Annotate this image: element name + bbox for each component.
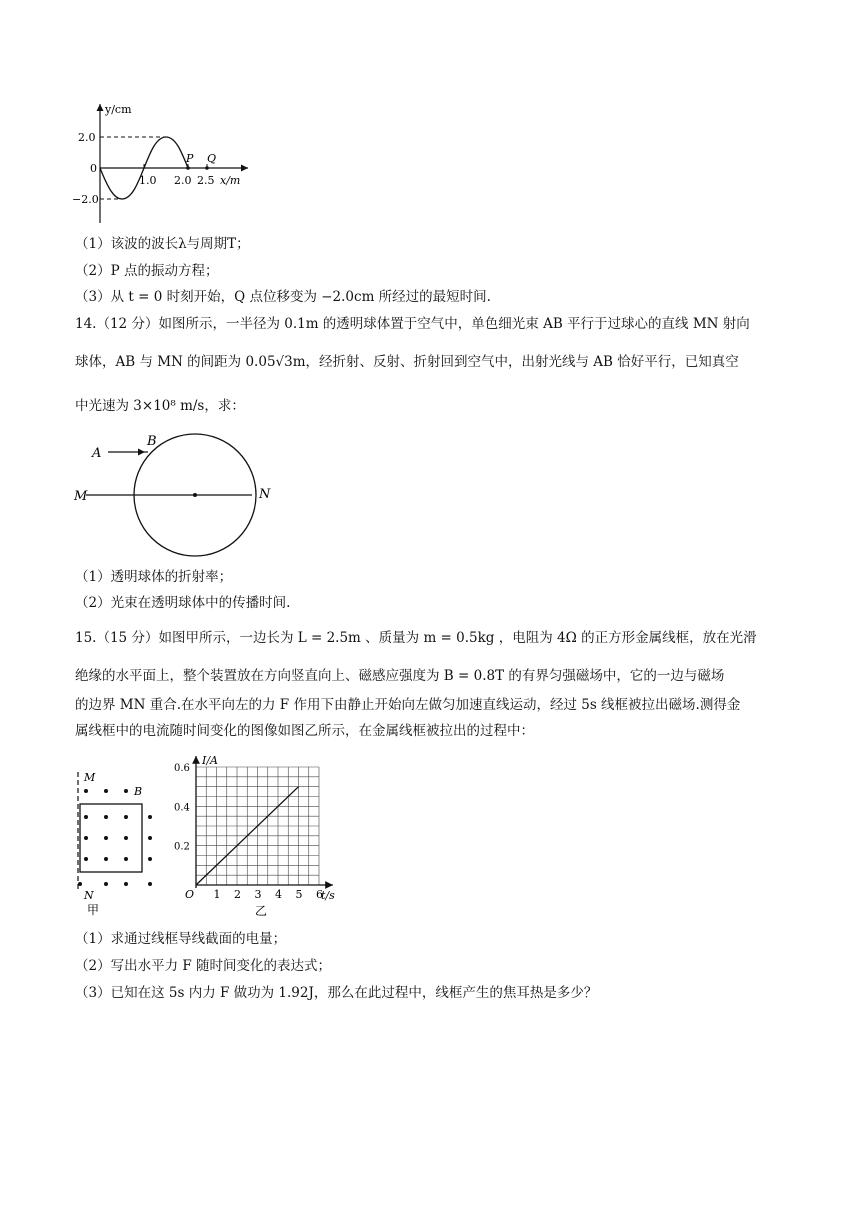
x-tick-label: 5: [295, 888, 303, 901]
q15-line2: 绝缘的水平面上，整个装置放在方向竖直向上、磁感应强度为 B = 0.8T 的有界匀强磁场中，它的一边与磁场: [75, 668, 725, 684]
x-tick-label: 6: [316, 888, 323, 901]
y-tick-label: 0.4: [174, 802, 190, 814]
label-a: A: [92, 446, 102, 461]
jia-label-n: N: [84, 889, 94, 902]
q15-line3: 的边界 MN 重合.在水平向左的力 F 作用下由静止开始向左做匀加速直线运动，经过 5s 线框被拉出磁场.测得金: [75, 697, 741, 713]
wave-xlabel: x/m: [220, 174, 241, 187]
wave-graph: [70, 98, 270, 228]
sphere-figure: [70, 428, 290, 558]
yi-ylabel: I/A: [202, 754, 218, 767]
q15-sub3: （3）已知在这 5s 内力 F 做功为 1.92J，那么在此过程中，线框产生的焦耳热是多少？: [75, 985, 598, 1001]
q15-line4: 属线框中的电流随时间变化的图像如图乙所示，在金属线框被拉出的过程中：: [75, 723, 534, 739]
figure-yi: [168, 750, 348, 920]
wire-frame: [80, 804, 142, 872]
y-tick-label: 0.6: [174, 763, 190, 774]
x-tick-label: 4: [275, 888, 282, 901]
wave-xtick-1: 1.0: [139, 174, 157, 187]
point-q-label: Q: [207, 152, 217, 165]
yi-xlabel: t/s: [321, 889, 335, 902]
sphere-center: [193, 493, 197, 497]
jia-label-b: B: [134, 785, 143, 798]
wave-xtick-2: 2.0: [174, 174, 192, 187]
label-m: M: [74, 489, 88, 504]
x-tick-label: 2: [234, 888, 241, 901]
wave-ytick-zero: 0: [90, 162, 97, 175]
q15-sub2: （2）写出水平力 F 随时间变化的表达式；: [75, 958, 332, 974]
q15-sub1: （1）求通过线框导线截面的电量；: [75, 931, 287, 947]
point-p-label: P: [186, 152, 194, 165]
q13-sub3: （3）从 t = 0 时刻开始，Q 点位移变为 −2.0cm 所经过的最短时间.: [75, 289, 491, 305]
q14-line3: 中光速为 3×10⁸ m/s，求：: [75, 398, 245, 414]
yi-origin: O: [185, 888, 195, 901]
yi-caption: 乙: [255, 904, 268, 918]
wave-ytick-bottom: −2.0: [72, 193, 99, 206]
q13-sub1: （1）该波的波长λ与周期T；: [75, 236, 250, 252]
jia-caption: 甲: [87, 903, 100, 917]
jia-label-m: M: [84, 771, 96, 784]
figure-jia: [72, 768, 167, 918]
x-tick-label: 1: [213, 888, 221, 901]
wave-ylabel: y/cm: [105, 103, 132, 116]
q14-sub1: （1）透明球体的折射率；: [75, 569, 233, 585]
q14-sub2: （2）光束在透明球体中的传播时间.: [75, 595, 291, 611]
wave-ytick-top: 2.0: [78, 131, 96, 144]
q14-line1: 14.（12 分）如图所示，一半径为 0.1m 的透明球体置于空气中，单色细光束 AB 平行于过球心的直线 MN 射向: [75, 316, 750, 332]
q15-line1: 15.（15 分）如图甲所示，一边长为 L = 2.5m 、质量为 m = 0.5kg ，电阻为 4Ω 的正方形金属线框，放在光滑: [75, 630, 757, 646]
y-tick-label: 0.2: [174, 841, 190, 853]
wave-xtick-3: 2.5: [197, 174, 215, 187]
q14-line2: 球体，AB 与 MN 的间距为 0.05√3m，经折射、反射、折射回到空气中，出射光线与 AB 恰好平行，已知真空: [75, 354, 739, 370]
x-tick-label: 3: [254, 888, 262, 901]
label-n: N: [259, 487, 271, 502]
q13-sub2: （2）P 点的振动方程；: [75, 263, 219, 279]
label-b: B: [147, 434, 157, 449]
